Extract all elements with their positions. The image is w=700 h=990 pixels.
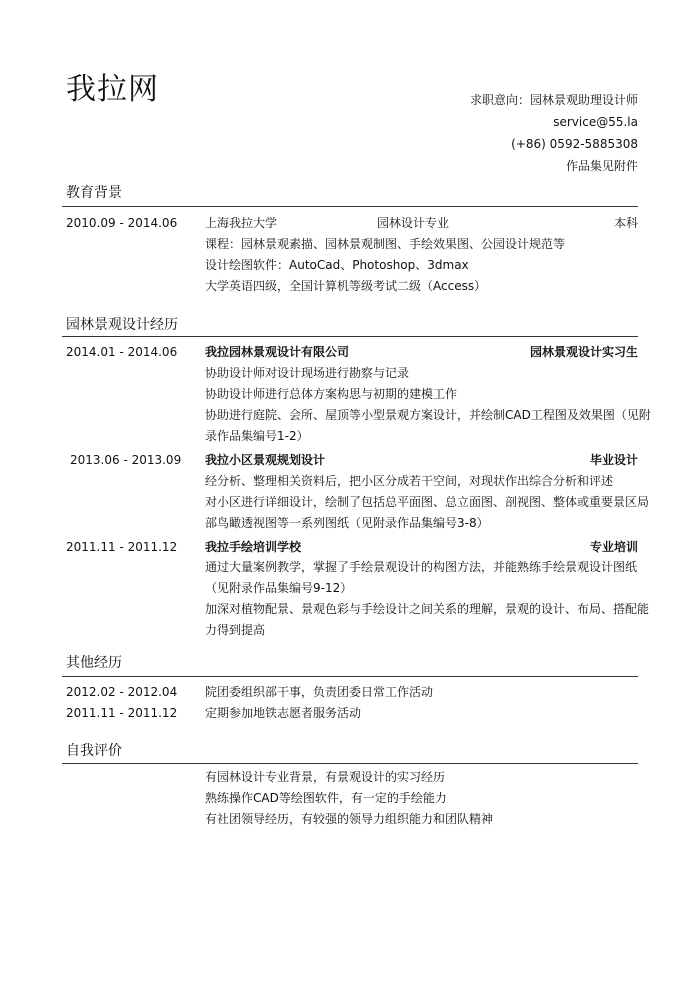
email: service@55.la xyxy=(553,115,638,129)
other-text: 定期参加地铁志愿者服务活动 xyxy=(205,706,362,720)
other-date: 2012.02 - 2012.04 xyxy=(66,685,178,699)
education-line: 大学英语四级，全国计算机等级考试二级（Access） xyxy=(205,279,487,293)
other-text: 院团委组织部干事，负责团委日常工作活动 xyxy=(205,685,434,699)
experience-line: 协助设计师对设计现场进行勘察与记录 xyxy=(205,366,410,380)
education-line: 课程：园林景观素描、园林景观制图、手绘效果图、公园设计规范等 xyxy=(205,237,566,251)
experience-org: 我拉手绘培训学校 xyxy=(205,540,302,554)
experience-date: 2014.01 - 2014.06 xyxy=(66,345,178,359)
experience-role: 专业培训 xyxy=(589,540,638,554)
experience-line: 协助进行庭院、会所、屋顶等小型景观方案设计，并绘制CAD工程图及效果图（见附录作品集编号1-2） xyxy=(205,408,651,443)
experience-line: 协助设计师进行总体方案构思与初期的建模工作 xyxy=(205,387,458,401)
experience-org: 我拉小区景观规划设计 xyxy=(205,453,326,467)
education-date: 2010.09 - 2014.06 xyxy=(66,216,178,230)
experience-org: 我拉园林景观设计有限公司 xyxy=(205,345,350,359)
self-line: 熟练操作CAD等绘图软件，有一定的手绘能力 xyxy=(205,791,447,805)
contact-block xyxy=(470,89,638,177)
experience-line: 加深对植物配景、景观色彩与手绘设计之间关系的理解，景观的设计、布局、搭配能力得到提高 xyxy=(205,602,650,637)
section-title-experience: 园林景观设计经历 xyxy=(66,317,178,333)
candidate-name: 我拉网 xyxy=(66,72,159,107)
portfolio-note: 作品集见附件 xyxy=(565,159,638,173)
self-line: 有园林设计专业背景，有景观设计的实习经历 xyxy=(205,770,446,784)
education-school: 上海我拉大学 xyxy=(205,216,278,230)
experience-role: 园林景观设计实习生 xyxy=(529,345,638,359)
section-divider xyxy=(62,206,638,207)
section-title-self: 自我评价 xyxy=(66,743,122,759)
self-line: 有社团领导经历，有较强的领导力组织能力和团队精神 xyxy=(205,812,494,826)
job-objective: 求职意向：园林景观助理设计师 xyxy=(469,93,638,107)
experience-date: 2011.11 - 2011.12 xyxy=(66,540,178,554)
experience-line: 经分析、整理相关资料后，把小区分成若干空间，对现状作出综合分析和评述 xyxy=(205,474,614,488)
section-title-other: 其他经历 xyxy=(66,655,122,671)
other-date: 2011.11 - 2011.12 xyxy=(66,706,178,720)
education-line: 设计绘图软件：AutoCad、Photoshop、3dmax xyxy=(205,258,469,272)
section-title-education: 教育背景 xyxy=(66,185,122,201)
section-divider xyxy=(62,676,638,677)
education-degree: 本科 xyxy=(613,216,638,230)
phone: (+86) 0592-5885308 xyxy=(511,137,638,151)
experience-line: 对小区进行详细设计，绘制了包括总平面图、总立面图、剖视图、整体或重要景区局部鸟瞰透视图等一系列图纸（见附录作品集编号3-8） xyxy=(205,495,650,530)
experience-line: 通过大量案例教学，掌握了手绘景观设计的构图方法，并能熟练手绘景观设计图纸（见附录作品集编号9-12） xyxy=(205,560,638,595)
experience-role: 毕业设计 xyxy=(589,453,638,467)
section-divider xyxy=(62,763,638,764)
education-major: 园林设计专业 xyxy=(377,216,450,230)
experience-date: 2013.06 - 2013.09 xyxy=(70,453,182,467)
section-divider xyxy=(62,336,638,337)
